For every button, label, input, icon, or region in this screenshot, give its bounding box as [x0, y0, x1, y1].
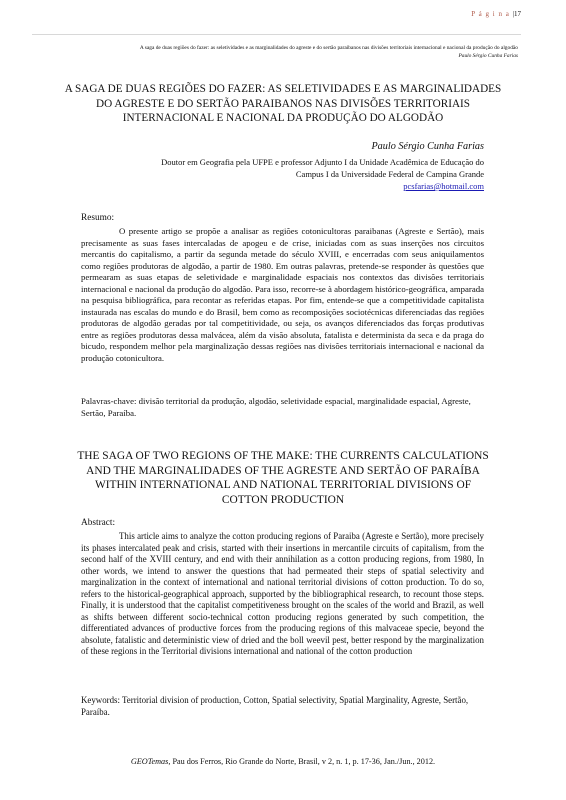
page-number: [471, 10, 521, 18]
author-email-link[interactable]: pcsfarias@hotmail.com: [403, 181, 484, 191]
keywords-portuguese: Palavras-chave: divisão territorial da produção, algodão, seletividade espacial, marginalidade espacial, Agreste, Sertão, Paraíba.: [81, 396, 471, 418]
article-title-english: THE SAGA OF TWO REGIONS OF THE MAKE: THE CURRENTS CALCULATIONS AND THE MARGINALIDADES OF THE AGRESTE AND SERTÃO OF PARAÍBA WITHIN INTERNATIONAL AND NATIONAL TERRITORIAL DIVISIONS OF COTTON PRODUCTION: [77, 450, 489, 506]
footer-citation: , Pau dos Ferros, Rio Grande do Norte, Brasil, v 2, n. 1, p. 17-36, Jan./Jun., 2012.: [168, 757, 436, 766]
running-author: Paulo Sérgio Cunha Farias: [458, 53, 518, 59]
abstract-text: This article aims to analyze the cotton producing regions of Paraiba (Agreste e Sertão), more precisely its phases intercalated peak and crisis, started with their insertions in mercantile circuits of capitalism, from the second half of the XVIII century, and end with their annihilation as a cotton producing regions, from 1980, In other words, we intend to answer the questions that had permeated their steps of spatial selectivity and marginalization in the context of international and national territorial divisions of cotton production. To do so, refers to the historical-geographical approach, supported by the bibliographical research, to recount those steps. Finally, it is understood that the capitalist competitiveness brought on the scales of the world and Brazil, as well as shifts between different socio-technical cotton producing regions generated by such competition, the differentiated advances of productive forces from the producing regions of this malvaceae specie, beyond the absolute, fatalistic and deterministic view of dried and the boll weevil pest, better respond by the marginalization of these regions in the Territorial divisions international and national of the cotton production: [81, 531, 484, 657]
keywords-english: Keywords: Territorial division of production, Cotton, Spatial selectivity, Spatial Marginality, Agreste, Sertão, Paraíba.: [81, 695, 469, 717]
header-divider: [32, 34, 521, 35]
abstract-heading: Abstract:: [81, 518, 116, 528]
page-label: P á g i n a: [471, 10, 510, 18]
resumo-heading: Resumo:: [81, 213, 115, 223]
page-footer: [0, 757, 566, 766]
page-number-value: 17: [514, 10, 521, 18]
abstract-paragraph: [81, 531, 484, 658]
author-affiliation: Doutor em Geografia pela UFPE e professor Adjunto I da Unidade Acadêmica de Educação do Campus I da Universidade Federal de Campina Grande: [161, 157, 484, 179]
author-name: Paulo Sérgio Cunha Farias: [371, 141, 484, 152]
running-title: A saga de duas regiões do fazer: as seletividades e as marginalidades do agreste e do sertão paraibanos nas divisões territoriais internacional e nacional da produção do algodão: [139, 45, 518, 51]
resumo-text: O presente artigo se propõe a analisar as regiões cotonicultoras paraibanas (Agreste e Sertão), mais precisamente as suas fases intercaladas de apogeu e de crise, iniciadas com as suas inserções nos circuitos mercantis do capitalismo, a partir da segunda metade do século XVIII, e encerradas com seus aniquilamentos como regiões produtoras de algodão, a partir de 1980. Em outras palavras, pretende-se responder às questões que permearam as suas etapas de seletividade e marginalidade espaciais nos contextos das divisões territoriais internacional e nacional da produção do algodão. Para isso, recorre-se à abordagem histórico-geográfica, amparada na pesquisa bibliográfica, para recontar as referidas etapas. Por fim, entende-se que a competitividade capitalista instaurada nas escalas do mundo e do Brasil, bem como as recomposições sociotécnicas diferenciadas das regiões produtoras de algodão geradas por tal competitividade, ou seja, os avanços diferenciados das forças produtivas entre as regiões produtoras dessa malvácea, além da visão absoluta, fatalista e determinista da seca e da praga do bicudo, respondem melhor pela marginalização dessas regiões nas divisões territoriais internacional e nacional da produção cotonicultora.: [81, 226, 484, 364]
resumo-paragraph: [81, 226, 484, 365]
journal-name: GEOTemas: [130, 757, 169, 766]
article-title-portuguese: A SAGA DE DUAS REGIÕES DO FAZER: AS SELETIVIDADES E AS MARGINALIDADES DO AGRESTE E DO SERTÃO PARAIBANOS NAS DIVISÕES TERRITORIAIS INTERNACIONAL E NACIONAL DA PRODUÇÃO DO ALGODÃO: [64, 83, 502, 124]
page-separator: |: [512, 10, 514, 18]
